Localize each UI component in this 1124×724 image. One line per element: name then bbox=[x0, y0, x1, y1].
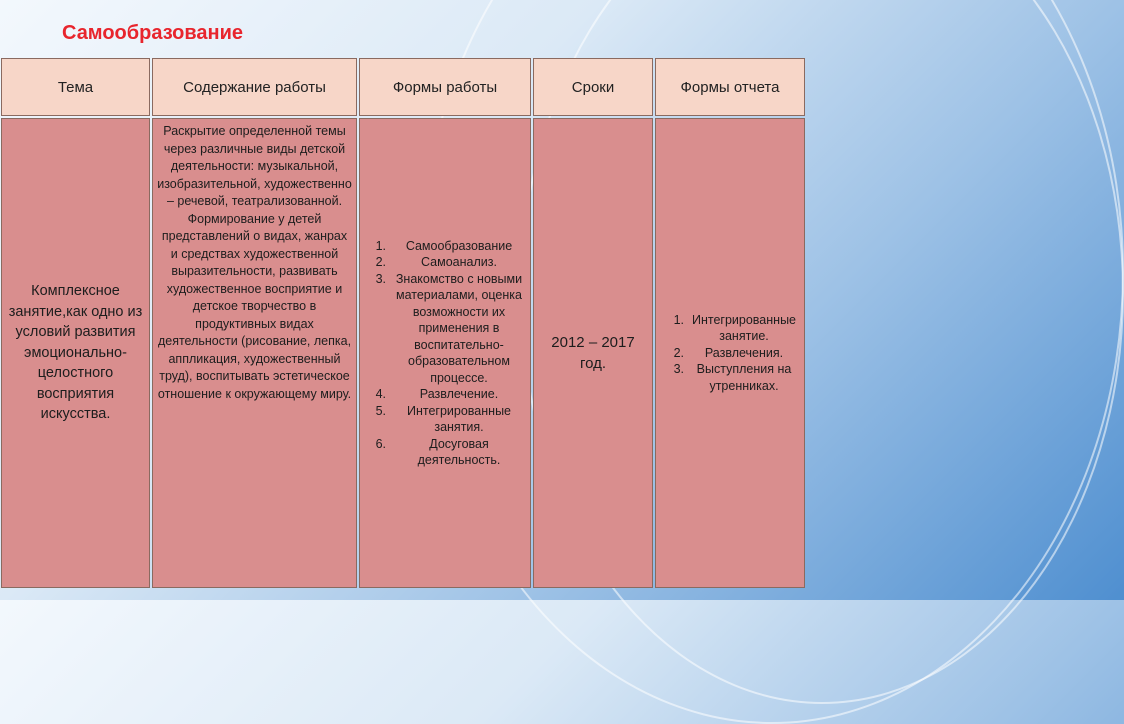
list-item: 1. Интегрированные занятие. bbox=[673, 312, 797, 344]
report-list bbox=[662, 312, 798, 395]
list-item: 3. Выступления на утренниках. bbox=[673, 362, 792, 393]
header-terms: Сроки bbox=[533, 58, 653, 116]
forms-list bbox=[364, 238, 526, 469]
cell-report bbox=[655, 118, 805, 588]
cell-terms: 2012 – 2017 год. bbox=[533, 118, 653, 588]
header-content: Содержание работы bbox=[152, 58, 357, 116]
cell-forms bbox=[359, 118, 531, 588]
list-item: 5. Интегрированные занятия. bbox=[375, 403, 512, 434]
list-item: 4. Развлечение. bbox=[375, 387, 499, 401]
self-education-table bbox=[0, 58, 800, 588]
list-item: 1. Самообразование bbox=[375, 238, 513, 253]
list-item: 2. Самоанализ. bbox=[375, 255, 497, 269]
list-item: 3. Знакомство с новыми материалами, оценка возможности их применения в воспитательно-образовательном процессе. bbox=[375, 271, 523, 385]
list-item: 6. Досуговая деятельность. bbox=[375, 436, 501, 467]
cell-content: Раскрытие определенной темы через различные виды детской деятельности: музыкальной, изобразительной, художественно – речевой, театрализованной. Формирование у детей представлений о видах, жанрах и средствах художественной выразительности, развивать художественное восприятие и детское творчество в продуктивных видах деятельности (рисование, лепка, аппликация, художественный труд), воспитывать эстетическое отношение к окружающему миру. bbox=[152, 118, 357, 588]
header-forms: Формы работы bbox=[359, 58, 531, 116]
header-tema: Тема bbox=[1, 58, 150, 116]
cell-tema: Комплексное занятие,как одно из условий развития эмоционально-целостного восприятия искусства. bbox=[1, 118, 150, 588]
header-report: Формы отчета bbox=[655, 58, 805, 116]
page-title: Самообразование bbox=[62, 22, 244, 44]
list-item: 2. Развлечения. bbox=[673, 345, 784, 360]
